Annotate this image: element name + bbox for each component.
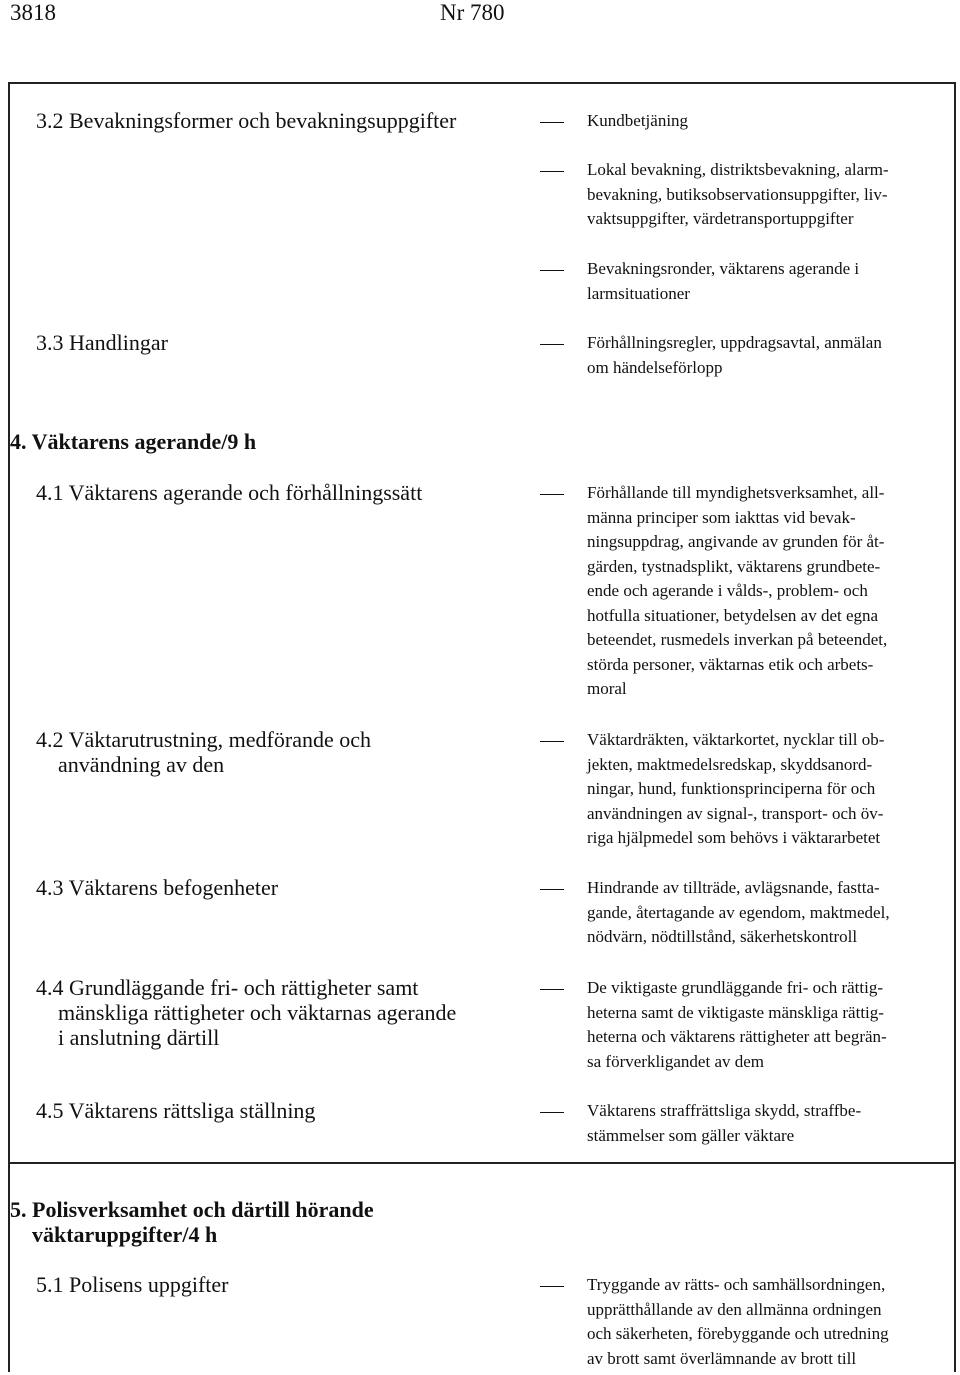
item-text: Hindrande av tillträde, avlägsnande, fastta- gande, återtagande av egendom, maktmedel, nödvärn, nödtillstånd, säkerhetskontroll [587,878,890,946]
subsection-3-3-title: 3.3 Handlingar [36,330,168,355]
item-text: Kundbetjäning [587,111,689,130]
item-text: Förhållande till myndighetsverksamhet, all- männa principer som iakttas vid bevak- ningsuppdrag, angivande av grunden för åt- gärden, tystnadsplikt, väktarens grundbete- ende och agerande i vålds-, problem- och hotfulla situationer, betydelsen av det egna beteendet, rusmedels inverkan på beteendet, störda personer, väktarnas etik och arbets- moral [587,483,888,698]
dash-bullet [540,889,564,890]
subsection-3-2-title: 3.2 Bevakningsformer och bevakningsuppgifter [36,108,457,133]
item-text: Lokal bevakning, distriktsbevakning, alarm- bevakning, butiksobservationsuppgifter, liv- vaktsuppgifter, värdetransportuppgifter [587,160,889,228]
journal-number: Nr 780 [440,0,505,25]
section-divider [8,1162,956,1164]
section-4-heading: 4. Väktarens agerande/9 h [10,429,257,454]
dash-bullet [540,1112,564,1113]
item-text: Tryggande av rätts- och samhällsordningen, upprätthållande av den allmänna ordningen och säkerheten, förebyggande och utredning av brott samt överlämnande av brott till [587,1275,889,1368]
item-text: Väktarens straffrättsliga skydd, straffbe- stämmelser som gäller väktare [587,1101,862,1145]
subsection-4-2-title: 4.2 Väktarutrustning, medförande och användning av den [36,727,372,777]
dash-bullet [540,1286,564,1287]
subsection-5-1-title: 5.1 Polisens uppgifter [36,1272,229,1297]
item-text: Bevakningsronder, väktarens agerande i larmsituationer [587,259,860,303]
dash-bullet [540,494,564,495]
dash-bullet [540,122,564,123]
subsection-4-4-title: 4.4 Grundläggande fri- och rättigheter samt mänskliga rättigheter och väktarnas agerande i anslutning därtill [36,975,457,1050]
item-text: Väktardräkten, väktarkortet, nycklar till ob- jekten, maktmedelsredskap, skyddsanord- ningar, hund, funktionsprinciperna för och användningen av signal-, transport- och öv- riga hjälpmedel som behövs i väktararbetet [587,730,885,847]
page-number: 3818 [10,0,56,25]
dash-bullet [540,270,564,271]
dash-bullet [540,344,564,345]
dash-bullet [540,989,564,990]
subsection-4-3-title: 4.3 Väktarens befogenheter [36,875,279,900]
subsection-4-1-title: 4.1 Väktarens agerande och förhållningssätt [36,480,423,505]
subsection-4-5-title: 4.5 Väktarens rättsliga ställning [36,1098,316,1123]
item-text: Förhållningsregler, uppdragsavtal, anmälan om händelseförlopp [587,333,882,377]
section-5-heading: 5. Polisverksamhet och därtill hörande väktaruppgifter/4 h [10,1197,374,1247]
item-text: De viktigaste grundläggande fri- och rättig- heterna samt de viktigaste mänskliga rättig- heterna och väktarens rättigheter att begrän- sa förverkligandet av dem [587,978,887,1071]
dash-bullet [540,741,564,742]
dash-bullet [540,171,564,172]
